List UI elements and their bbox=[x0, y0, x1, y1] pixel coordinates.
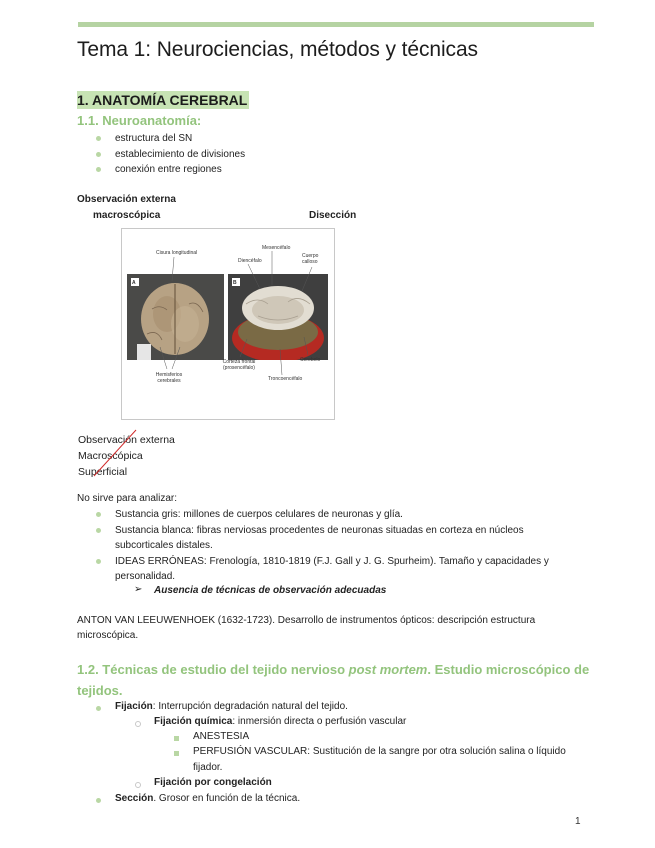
bullet-icon bbox=[96, 706, 101, 711]
observation-label: Observación externa bbox=[77, 194, 176, 205]
list-item: Sustancia gris: millones de cuerpos celulares de neuronas y glía. bbox=[77, 507, 549, 523]
neuroanatomia-list bbox=[77, 131, 245, 178]
bullet-icon bbox=[96, 528, 101, 533]
label-hemisferios: Hemisferios cerebrales bbox=[155, 372, 183, 384]
list-item: IDEAS ERRÓNEAS: Frenología, 1810-1819 (F.J. Gall y J. G. Spurheim). Tamaño y capacidades y bbox=[77, 554, 549, 570]
list-item-continued: personalidad. bbox=[115, 571, 176, 582]
arrow-icon: ➢ bbox=[134, 584, 143, 595]
title-accent-bar bbox=[78, 22, 594, 27]
observation-macroscopic: macroscópica bbox=[93, 210, 161, 221]
list-item-fijacion: Fijación: Interrupción degradación natural del tejido. bbox=[115, 701, 348, 712]
handwritten-note: Observación externa Macroscópica Superficial bbox=[78, 434, 175, 478]
bullet-icon bbox=[96, 167, 101, 172]
label-cerebelo: Cerebelo bbox=[300, 357, 321, 363]
bullet-icon bbox=[96, 136, 101, 141]
list-item-perfusion-cont: fijador. bbox=[193, 762, 223, 773]
label-tronco: Troncoencéfalo bbox=[268, 376, 303, 382]
circle-bullet-icon bbox=[135, 782, 141, 788]
analysis-intro: No sirve para analizar: bbox=[77, 493, 178, 504]
bullet-icon bbox=[96, 798, 101, 803]
observation-disection: Disección bbox=[309, 210, 357, 221]
list-item-continued: subcorticales distales. bbox=[115, 540, 213, 551]
label-diencefalo: Diencéfalo bbox=[238, 258, 262, 264]
list-item: establecimiento de divisiones bbox=[77, 147, 245, 163]
leeuwenhoek-line2: microscópica. bbox=[77, 630, 139, 641]
page-number: 1 bbox=[575, 816, 581, 827]
label-cuerpo-calloso: Cuerpo calloso bbox=[302, 253, 319, 265]
label-cisura: Cisura longitudinal bbox=[156, 250, 198, 256]
list-item-anestesia: ANESTESIA bbox=[193, 731, 250, 742]
label-corteza: Corteza frontal (prosencéfalo) bbox=[222, 359, 256, 371]
arrow-note: Ausencia de técnicas de observación adecuadas bbox=[154, 585, 387, 596]
label-mesencefalo: Mesencéfalo bbox=[262, 245, 291, 251]
brain-figure bbox=[121, 228, 335, 420]
figure-leader-lines bbox=[122, 229, 334, 419]
leeuwenhoek-line1: ANTON VAN LEEUWENHOEK (1632-1723). Desarrollo de instrumentos ópticos: descripción estructura bbox=[77, 615, 536, 626]
list-item-seccion: Sección. Grosor en función de la técnica. bbox=[115, 793, 301, 804]
square-bullet-icon bbox=[174, 751, 179, 756]
square-bullet-icon bbox=[174, 736, 179, 741]
subsection-heading-tecnicas: 1.2. Técnicas de estudio del tejido nervioso post mortem. Estudio microscópico de tejidos. bbox=[77, 662, 590, 698]
list-item-congelacion: Fijación por congelación bbox=[154, 777, 272, 788]
label-a: A bbox=[132, 280, 136, 286]
circle-bullet-icon bbox=[135, 721, 141, 727]
document-title: Tema 1: Neurociencias, métodos y técnicas bbox=[77, 38, 478, 61]
list-item-perfusion: PERFUSIÓN VASCULAR: Sustitución de la sangre por otra solución salina o líquido bbox=[193, 746, 566, 757]
subsection-heading-neuroanatomia: 1.1. Neuroanatomía: bbox=[77, 113, 202, 128]
analysis-list bbox=[77, 507, 549, 585]
bullet-icon bbox=[96, 152, 101, 157]
bullet-icon bbox=[96, 559, 101, 564]
list-item: conexión entre regiones bbox=[77, 162, 245, 178]
list-item: estructura del SN bbox=[77, 131, 245, 147]
bullet-icon bbox=[96, 512, 101, 517]
handwritten-strike bbox=[86, 428, 146, 480]
section-heading-anatomia: 1. ANATOMÍA CEREBRAL bbox=[77, 92, 248, 108]
list-item: Sustancia blanca: fibras nerviosas procedentes de neuronas situadas en corteza en núcleos bbox=[77, 523, 549, 539]
list-item-quimica: Fijación química: inmersión directa o perfusión vascular bbox=[154, 716, 407, 727]
label-b: B bbox=[233, 280, 237, 286]
